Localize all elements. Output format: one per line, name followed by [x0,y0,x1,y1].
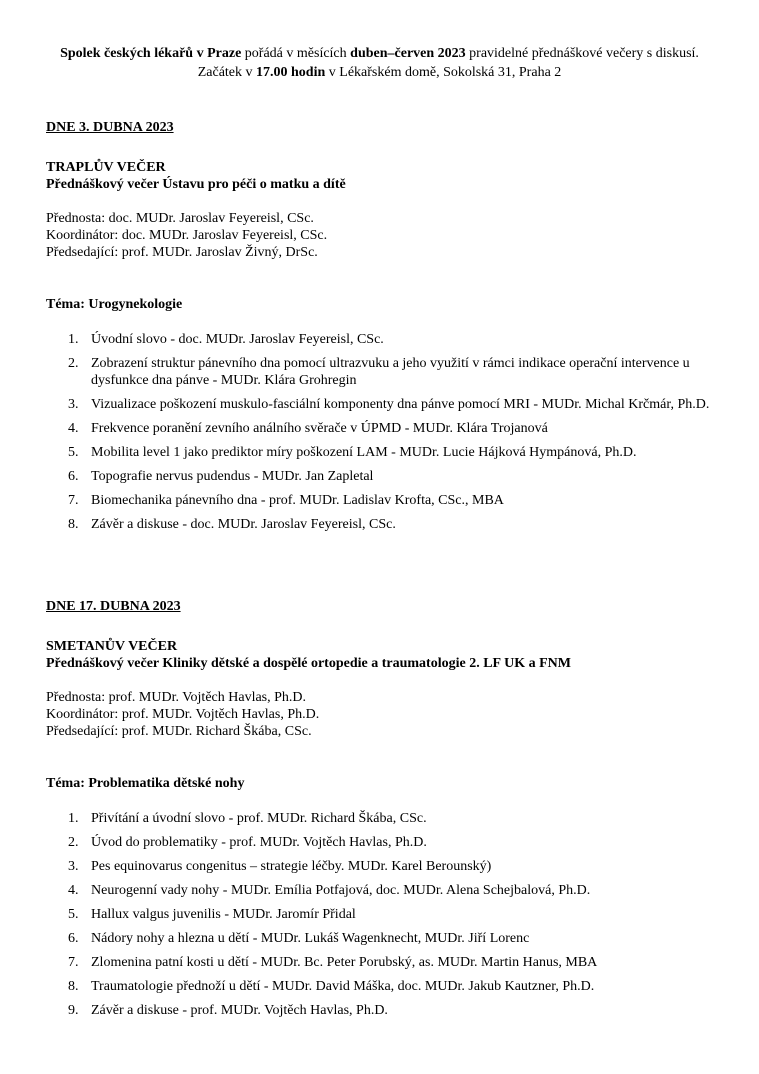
intro-text: pořádá v měsících [241,46,351,61]
section-date: DNE 3. DUBNA 2023 [46,120,174,135]
talk-text: Mobilita level 1 jako prediktor míry poškození LAM - MUDr. Lucie Hájková Hympánová, Ph.D. [91,445,637,460]
talk-text: Zobrazení struktur pánevního dna pomocí ultrazvuku a jeho využití v rámci indikace operační intervence u dysfunkce dna pánve - MUDr. Klára Grohregin [91,356,690,388]
intro-text: v Lékařském domě, Sokolská 31, Praha 2 [325,65,562,80]
talk-number: 3. [68,859,79,874]
role-head: Přednosta: prof. MUDr. Vojtěch Havlas, Ph.D. [46,690,307,705]
intro-time: 17.00 hodin [256,65,326,80]
intro-organizer: Spolek českých lékařů v Praze [60,46,242,61]
talk-text: Traumatologie přednoží u dětí - MUDr. David Máška, doc. MUDr. Jakub Kautzner, Ph.D. [91,979,595,994]
talk-item [46,331,726,348]
talk-number: 4. [68,421,79,436]
talk-item [46,444,726,461]
talk-item [46,882,726,899]
section-subtitle: Přednáškový večer Kliniky dětské a dospělé ortopedie a traumatologie 2. LF UK a FNM [46,656,571,671]
talk-item [46,954,726,971]
talk-number: 3. [68,397,79,412]
talk-text: Závěr a diskuse - prof. MUDr. Vojtěch Havlas, Ph.D. [91,1003,388,1018]
role-coordinator: Koordinátor: prof. MUDr. Vojtěch Havlas, Ph.D. [46,707,320,722]
talk-text: Přivítání a úvodní slovo - prof. MUDr. Richard Škába, CSc. [91,811,427,826]
talk-item [46,468,726,485]
role-chair: Předsedající: prof. MUDr. Jaroslav Živný, DrSc. [46,245,318,260]
intro-period: duben–červen 2023 [350,46,466,61]
talk-number: 1. [68,332,79,347]
talk-item [46,516,726,533]
talk-text: Závěr a diskuse - doc. MUDr. Jaroslav Feyereisl, CSc. [91,517,396,532]
section-date: DNE 17. DUBNA 2023 [46,599,181,614]
talk-item [46,396,726,413]
talk-number: 5. [68,907,79,922]
talk-text: Frekvence poranění zevního análního svěrače v ÚPMD - MUDr. Klára Trojanová [91,421,548,436]
talk-item [46,906,726,923]
talk-item [46,810,726,827]
talk-item [46,420,726,437]
talk-number: 5. [68,445,79,460]
talk-number: 1. [68,811,79,826]
talk-number: 2. [68,835,79,850]
talk-text: Topografie nervus pudendus - MUDr. Jan Zapletal [91,469,374,484]
talk-list [46,810,726,1019]
talk-text: Neurogenní vady nohy - MUDr. Emília Potfajová, doc. MUDr. Alena Schejbalová, Ph.D. [91,883,591,898]
talk-number: 8. [68,517,79,532]
talk-text: Hallux valgus juvenilis - MUDr. Jaromír Přidal [91,907,356,922]
talk-text: Pes equinovarus congenitus – strategie léčby. MUDr. Karel Berounský) [91,859,492,874]
talk-text: Úvodní slovo - doc. MUDr. Jaroslav Feyereisl, CSc. [91,332,384,347]
talk-number: 8. [68,979,79,994]
talk-number: 6. [68,931,79,946]
talk-number: 9. [68,1003,79,1018]
role-chair: Předsedající: prof. MUDr. Richard Škába, CSc. [46,724,312,739]
section-title: SMETANŮV VEČER [46,639,178,654]
intro-paragraph [40,44,719,82]
talk-number: 7. [68,493,79,508]
section-theme: Téma: Urogynekologie [46,297,183,312]
talk-item [46,930,726,947]
talk-number: 7. [68,955,79,970]
intro-text: pravidelné přednáškové večery s diskusí. Začátek v [197,46,699,80]
talk-number: 2. [68,356,79,371]
section-roles [46,689,726,740]
role-coordinator: Koordinátor: doc. MUDr. Jaroslav Feyereisl, CSc. [46,228,328,243]
talk-number: 6. [68,469,79,484]
section-roles [46,210,726,261]
talk-list [46,331,726,533]
lecture-evening-section [46,598,726,1026]
talk-number: 4. [68,883,79,898]
lecture-evening-section [46,119,726,540]
talk-text: Nádory nohy a hlezna u dětí - MUDr. Lukáš Wagenknecht, MUDr. Jiří Lorenc [91,931,530,946]
talk-item [46,978,726,995]
section-theme: Téma: Problematika dětské nohy [46,776,245,791]
talk-item [46,1002,726,1019]
talk-text: Biomechanika pánevního dna - prof. MUDr. Ladislav Krofta, CSc., MBA [91,493,504,508]
section-title: TRAPLŮV VEČER [46,160,166,175]
section-subtitle: Přednáškový večer Ústavu pro péči o matku a dítě [46,177,346,192]
talk-item [46,355,726,389]
talk-item [46,834,726,851]
talk-item [46,492,726,509]
talk-item [46,858,726,875]
talk-text: Vizualizace poškození muskulo-fasciální komponenty dna pánve pomocí MRI - MUDr. Michal Krčmár, Ph.D. [91,397,710,412]
talk-text: Úvod do problematiky - prof. MUDr. Vojtěch Havlas, Ph.D. [91,835,427,850]
role-head: Přednosta: doc. MUDr. Jaroslav Feyereisl, CSc. [46,211,314,226]
talk-text: Zlomenina patní kosti u dětí - MUDr. Bc. Peter Porubský, as. MUDr. Martin Hanus, MBA [91,955,598,970]
